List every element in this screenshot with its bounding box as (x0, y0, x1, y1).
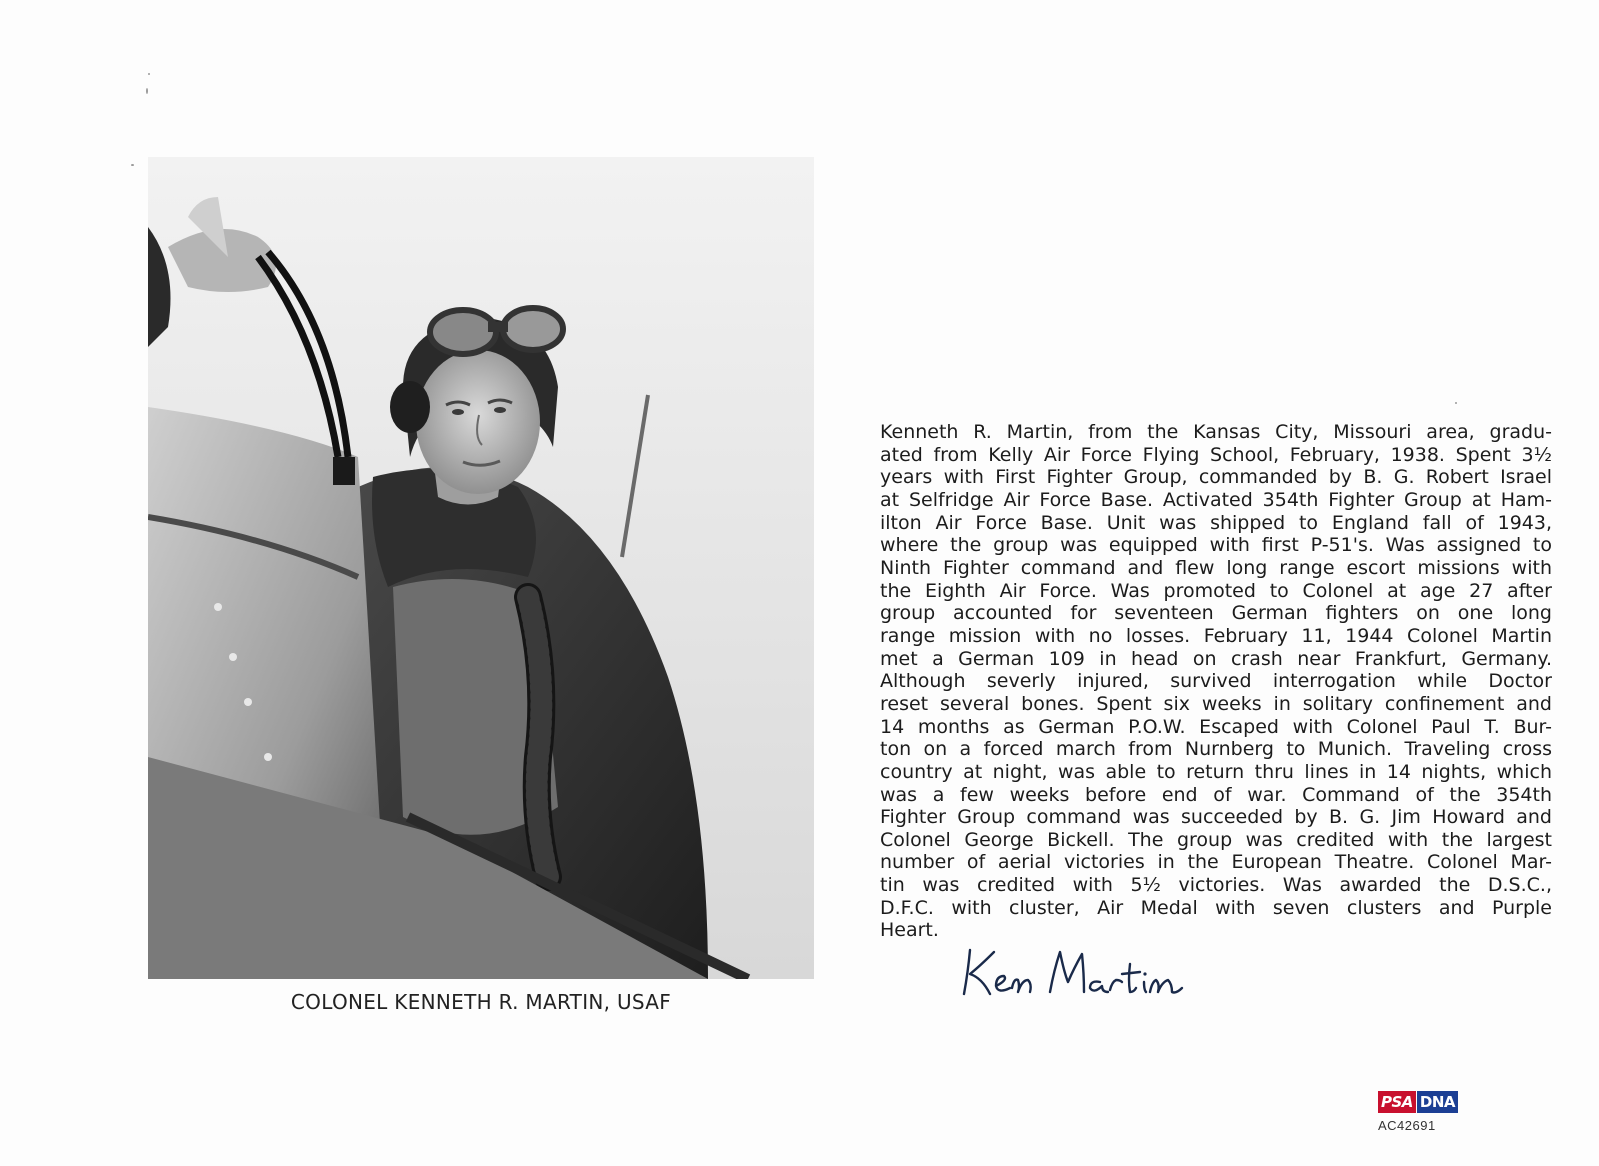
bio-line: years with First Fighter Group, commanded by B. G. Robert Israel (880, 466, 1552, 489)
scan-speck (1455, 402, 1457, 404)
scan-speck (148, 73, 150, 75)
bio-line: Colonel George Bickell. The group was credited with the largest (880, 828, 1552, 851)
bio-line: country at night, was able to return thru lines in 14 nights, which (880, 760, 1552, 783)
bio-line: Although severly injured, survived interrogation while Doctor (880, 670, 1552, 693)
bio-line: tin was credited with 5½ victories. Was awarded the D.S.C., (880, 874, 1552, 897)
authentication-code: AC42691 (1378, 1118, 1436, 1133)
bio-line: met a German 109 in head on crash near Frankfurt, Germany. (880, 647, 1552, 670)
biography-text (880, 421, 1552, 942)
bio-line: Kenneth R. Martin, from the Kansas City, Missouri area, gradu- (880, 421, 1552, 443)
bio-line: Fighter Group command was succeeded by B. G. Jim Howard and (880, 806, 1552, 829)
dna-logo-text: DNA (1417, 1091, 1458, 1113)
photo-caption: COLONEL KENNETH R. MARTIN, USAF (290, 990, 672, 1014)
signature-icon (960, 942, 1200, 1004)
bio-line: ton on a forced march from Nurnberg to Munich. Traveling cross (880, 738, 1552, 761)
bio-line: group accounted for seventeen German fighters on one long (880, 602, 1552, 625)
bio-line: range mission with no losses. February 11, 1944 Colonel Martin (880, 624, 1552, 647)
bio-line: 14 months as German P.O.W. Escaped with Colonel Paul T. Bur- (880, 715, 1552, 738)
portrait-photo (148, 157, 814, 979)
bio-line: reset several bones. Spent six weeks in solitary confinement and (880, 692, 1552, 715)
psa-dna-logo (1378, 1090, 1488, 1114)
bio-line: Ninth Fighter command and flew long range escort missions with (880, 556, 1552, 579)
bio-line: ated from Kelly Air Force Flying School, February, 1938. Spent 3½ (880, 443, 1552, 466)
psa-logo-text: PSA (1378, 1091, 1416, 1113)
bio-line: Heart. (880, 919, 939, 942)
scan-speck (146, 88, 148, 94)
portrait-photo-icon (148, 157, 814, 979)
authentication-sticker (1378, 1090, 1488, 1140)
signature (960, 942, 1200, 1004)
bio-line: the Eighth Air Force. Was promoted to Colonel at age 27 after (880, 579, 1552, 602)
bio-line: number of aerial victories in the European Theatre. Colonel Mar- (880, 851, 1552, 874)
bio-line: ilton Air Force Base. Unit was shipped to England fall of 1943, (880, 511, 1552, 534)
scan-speck (131, 164, 134, 166)
bio-line: at Selfridge Air Force Base. Activated 354th Fighter Group at Ham- (880, 488, 1552, 511)
bio-line: where the group was equipped with first P-51's. Was assigned to (880, 534, 1552, 557)
bio-line: D.F.C. with cluster, Air Medal with seven clusters and Purple (880, 896, 1552, 919)
bio-line: was a few weeks before end of war. Command of the 354th (880, 783, 1552, 806)
